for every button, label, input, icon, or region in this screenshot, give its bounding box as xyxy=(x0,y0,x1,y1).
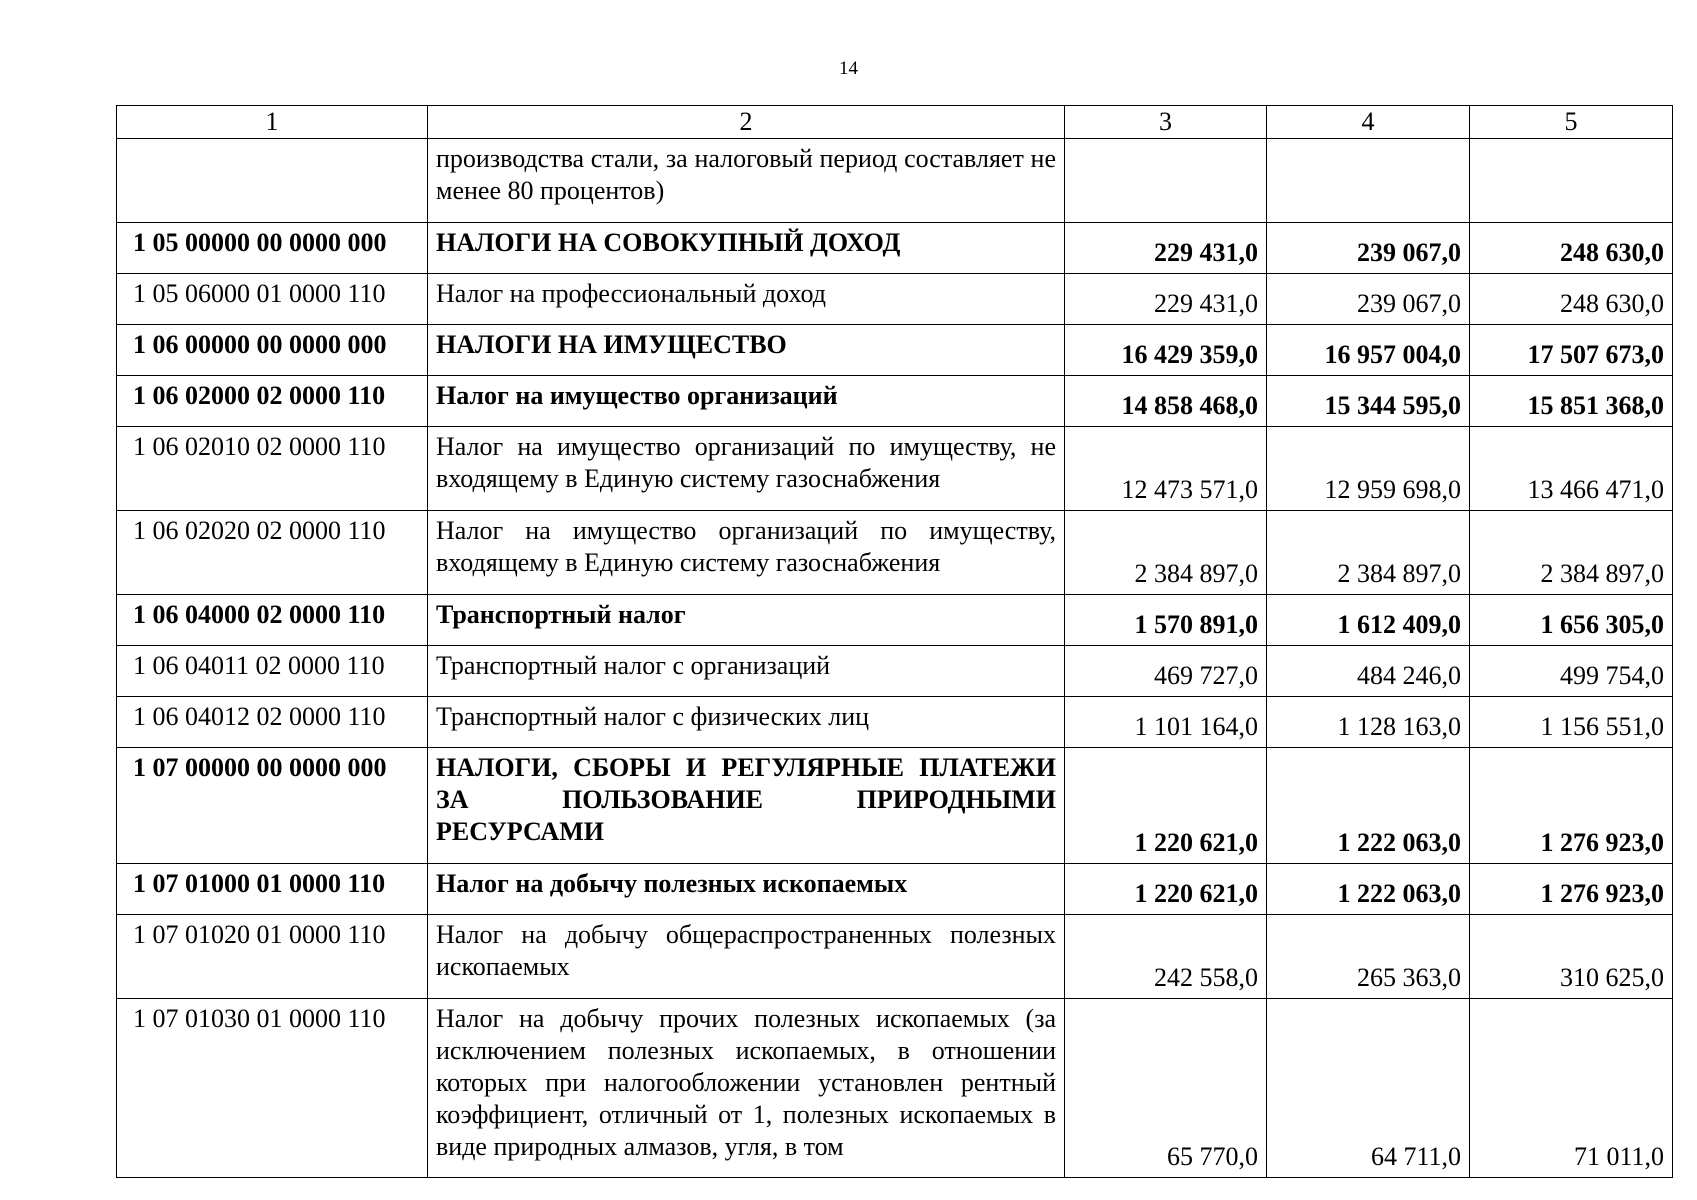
budget-code-cell: 1 05 06000 01 0000 110 xyxy=(117,274,428,325)
table-row xyxy=(117,999,1673,1178)
amount-cell-col3 xyxy=(1065,139,1267,223)
revenue-name-cell: Налог на профессиональный доход xyxy=(428,274,1065,325)
revenue-name-cell: Налог на добычу общераспространенных полезных ископаемых xyxy=(428,915,1065,999)
page-number: 14 xyxy=(839,58,858,79)
table-row xyxy=(117,697,1673,748)
revenue-name-cell: Налог на добычу прочих полезных ископаемых (за исключением полезных ископаемых, в отношении которых при налогообложении установлен рентный коэффициент, отличный от 1, полезных ископаемых в виде природных алмазов, угля, в том xyxy=(428,999,1065,1178)
amount-cell-col5: 1 276 923,0 xyxy=(1470,748,1673,864)
amount-cell-col4: 265 363,0 xyxy=(1267,915,1470,999)
revenue-name-cell: Налог на имущество организаций по имуществу, входящему в Единую систему газоснабжения xyxy=(428,511,1065,595)
amount-cell-col3: 1 220 621,0 xyxy=(1065,748,1267,864)
budget-revenue-table xyxy=(116,105,1673,1178)
column-header-5: 5 xyxy=(1470,106,1673,139)
revenue-name-cell: Налог на имущество организаций xyxy=(428,376,1065,427)
table-row xyxy=(117,646,1673,697)
amount-cell-col5: 499 754,0 xyxy=(1470,646,1673,697)
amount-cell-col4: 64 711,0 xyxy=(1267,999,1470,1178)
amount-cell-col3: 229 431,0 xyxy=(1065,223,1267,274)
amount-cell-col3: 12 473 571,0 xyxy=(1065,427,1267,511)
amount-cell-col3: 16 429 359,0 xyxy=(1065,325,1267,376)
budget-code-cell: 1 07 01020 01 0000 110 xyxy=(117,915,428,999)
amount-cell-col4: 239 067,0 xyxy=(1267,223,1470,274)
amount-cell-col3: 1 220 621,0 xyxy=(1065,864,1267,915)
amount-cell-col4: 1 128 163,0 xyxy=(1267,697,1470,748)
revenue-name-cell: Транспортный налог с физических лиц xyxy=(428,697,1065,748)
budget-code-cell: 1 06 02000 02 0000 110 xyxy=(117,376,428,427)
budget-code-cell: 1 06 04011 02 0000 110 xyxy=(117,646,428,697)
amount-cell-col3: 65 770,0 xyxy=(1065,999,1267,1178)
amount-cell-col4: 484 246,0 xyxy=(1267,646,1470,697)
amount-cell-col4: 1 612 409,0 xyxy=(1267,595,1470,646)
amount-cell-col3: 1 101 164,0 xyxy=(1065,697,1267,748)
amount-cell-col3: 2 384 897,0 xyxy=(1065,511,1267,595)
amount-cell-col3: 469 727,0 xyxy=(1065,646,1267,697)
amount-cell-col4: 16 957 004,0 xyxy=(1267,325,1470,376)
column-header-3: 3 xyxy=(1065,106,1267,139)
column-header-4: 4 xyxy=(1267,106,1470,139)
budget-code-cell: 1 06 04012 02 0000 110 xyxy=(117,697,428,748)
budget-code-cell: 1 07 00000 00 0000 000 xyxy=(117,748,428,864)
amount-cell-col5: 248 630,0 xyxy=(1470,274,1673,325)
amount-cell-col5: 1 276 923,0 xyxy=(1470,864,1673,915)
budget-code-cell: 1 06 02010 02 0000 110 xyxy=(117,427,428,511)
budget-code-cell xyxy=(117,139,428,223)
table-row xyxy=(117,511,1673,595)
amount-cell-col4 xyxy=(1267,139,1470,223)
amount-cell-col5: 1 156 551,0 xyxy=(1470,697,1673,748)
table-row xyxy=(117,915,1673,999)
amount-cell-col5: 15 851 368,0 xyxy=(1470,376,1673,427)
amount-cell-col3: 14 858 468,0 xyxy=(1065,376,1267,427)
budget-code-cell: 1 07 01030 01 0000 110 xyxy=(117,999,428,1178)
amount-cell-col4: 1 222 063,0 xyxy=(1267,748,1470,864)
amount-cell-col4: 2 384 897,0 xyxy=(1267,511,1470,595)
amount-cell-col3: 1 570 891,0 xyxy=(1065,595,1267,646)
amount-cell-col3: 229 431,0 xyxy=(1065,274,1267,325)
column-number-header-row xyxy=(117,106,1673,139)
table-row xyxy=(117,748,1673,864)
amount-cell-col5: 17 507 673,0 xyxy=(1470,325,1673,376)
budget-code-cell: 1 07 01000 01 0000 110 xyxy=(117,864,428,915)
revenue-name-cell: НАЛОГИ НА СОВОКУПНЫЙ ДОХОД xyxy=(428,223,1065,274)
amount-cell-col4: 15 344 595,0 xyxy=(1267,376,1470,427)
column-header-1: 1 xyxy=(117,106,428,139)
table-row xyxy=(117,864,1673,915)
revenue-name-cell: Налог на добычу полезных ископаемых xyxy=(428,864,1065,915)
amount-cell-col3: 242 558,0 xyxy=(1065,915,1267,999)
amount-cell-col4: 12 959 698,0 xyxy=(1267,427,1470,511)
table-row xyxy=(117,595,1673,646)
budget-code-cell: 1 06 00000 00 0000 000 xyxy=(117,325,428,376)
revenue-name-cell: Транспортный налог xyxy=(428,595,1065,646)
amount-cell-col5: 71 011,0 xyxy=(1470,999,1673,1178)
revenue-name-cell: НАЛОГИ НА ИМУЩЕСТВО xyxy=(428,325,1065,376)
revenue-name-cell: Налог на имущество организаций по имуществу, не входящему в Единую систему газоснабжения xyxy=(428,427,1065,511)
amount-cell-col5: 13 466 471,0 xyxy=(1470,427,1673,511)
revenue-name-cell: Транспортный налог с организаций xyxy=(428,646,1065,697)
amount-cell-col5: 1 656 305,0 xyxy=(1470,595,1673,646)
revenue-name-cell: производства стали, за налоговый период составляет не менее 80 процентов) xyxy=(428,139,1065,223)
budget-code-cell: 1 06 04000 02 0000 110 xyxy=(117,595,428,646)
table-row xyxy=(117,427,1673,511)
table-row xyxy=(117,325,1673,376)
amount-cell-col5 xyxy=(1470,139,1673,223)
amount-cell-col5: 310 625,0 xyxy=(1470,915,1673,999)
amount-cell-col4: 239 067,0 xyxy=(1267,274,1470,325)
amount-cell-col5: 2 384 897,0 xyxy=(1470,511,1673,595)
table-row xyxy=(117,376,1673,427)
budget-code-cell: 1 05 00000 00 0000 000 xyxy=(117,223,428,274)
table-row xyxy=(117,223,1673,274)
budget-code-cell: 1 06 02020 02 0000 110 xyxy=(117,511,428,595)
revenue-name-cell: НАЛОГИ, СБОРЫ И РЕГУЛЯРНЫЕ ПЛАТЕЖИ ЗА ПОЛЬЗОВАНИЕ ПРИРОДНЫМИ РЕСУРСАМИ xyxy=(428,748,1065,864)
table-row xyxy=(117,139,1673,223)
amount-cell-col5: 248 630,0 xyxy=(1470,223,1673,274)
column-header-2: 2 xyxy=(428,106,1065,139)
table-row xyxy=(117,274,1673,325)
amount-cell-col4: 1 222 063,0 xyxy=(1267,864,1470,915)
